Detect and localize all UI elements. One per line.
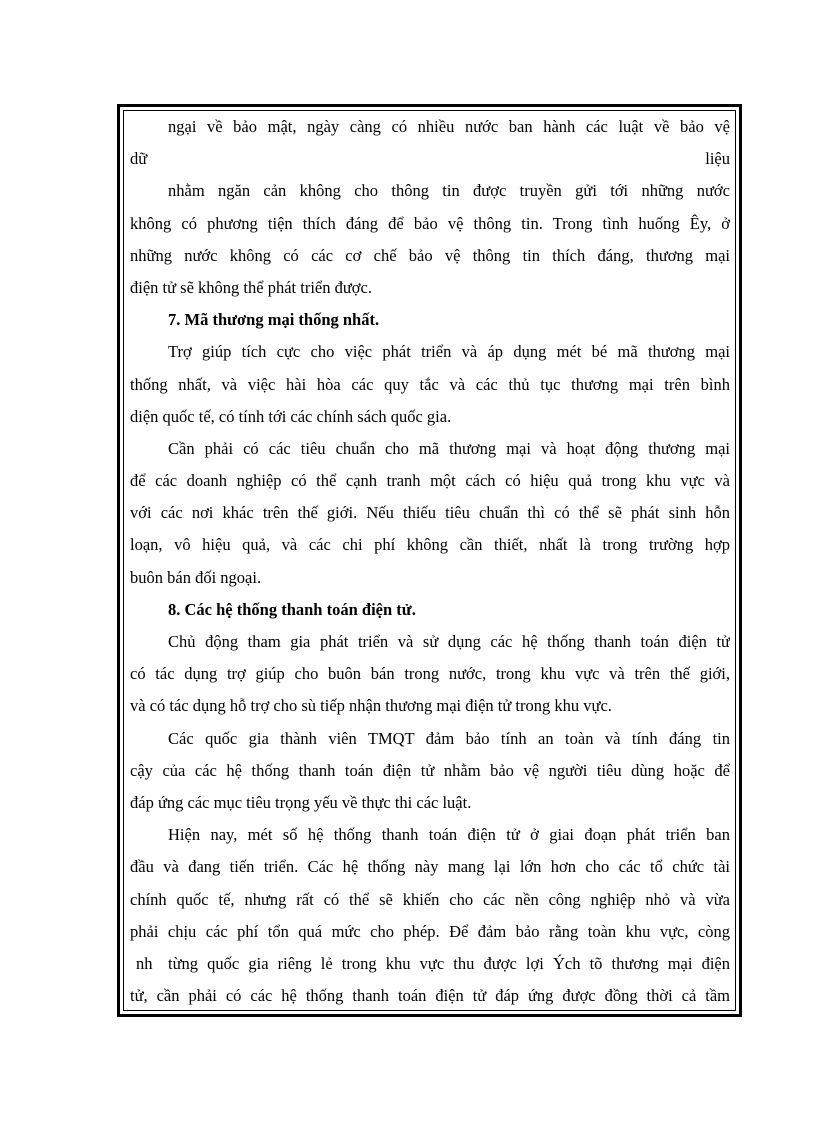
- word: liệu: [705, 149, 730, 169]
- paragraph-line: với các nơi khác trên thế giới. Nếu thiếu tiêu chuẩn thì có thể sẽ phát sinh hỗn: [130, 503, 730, 523]
- paragraph-line: diện quốc tế, có tính tới các chính sách quốc gia.: [130, 406, 452, 426]
- paragraph-line: những nước không có các cơ chế bảo vệ thông tin thích đáng, thương mại: [130, 245, 730, 265]
- paragraph-line: Trợ giúp tích cực cho việc phát triển và áp dụng mét bé mã thương mại: [168, 342, 730, 362]
- paragraph-line: loạn, vô hiệu quả, và các chi phí không cần thiết, nhất là trong trường hợp: [130, 535, 730, 555]
- section-heading: 8. Các hệ thống thanh toán điện tử.: [168, 599, 416, 619]
- paragraph-line: tử, cần phải có các hệ thống thanh toán điện tử đáp ứng được đồng thời cả tầm: [130, 986, 730, 1006]
- paragraph-line: đầu và đang tiến triển. Các hệ thống này mang lại lớn hơn cho các tổ chức tài: [130, 857, 730, 877]
- section-heading: 7. Mã thương mại thống nhất.: [168, 310, 380, 330]
- paragraph-line: ngại về bảo mật, ngày càng có nhiều nước ban hành các luật về bảo vệ: [168, 117, 730, 136]
- paragraph-line: có tác dụng trợ giúp cho buôn bán trong nước, trong khu vực và trên thế giới,: [130, 664, 730, 684]
- paragraph-line: Các quốc gia thành viên TMQT đảm bảo tính an toàn và tính đáng tin: [168, 728, 730, 748]
- paragraph-line: chính quốc tế, nhưng rất có thể sẽ khiến cho các nền công nghiệp nhỏ và vừa: [130, 889, 730, 909]
- line-text: từng quốc gia riêng lẻ trong khu vực thu được lợi Ých tõ thương mại điện: [168, 953, 730, 973]
- paragraph-line: buôn bán đối ngoại.: [130, 567, 262, 587]
- word: nh: [136, 953, 153, 973]
- paragraph-line: phải chịu các phí tổn quá mức cho phép. Để đảm bảo rằng toàn khu vực, còng: [130, 921, 730, 941]
- paragraph-line: nhằm ngăn cản không cho thông tin được truyền gửi tới những nước: [168, 181, 730, 201]
- word: dữ: [130, 149, 148, 169]
- paragraph-line: để các doanh nghiệp có thể cạnh tranh một cách có hiệu quả trong khu vực và: [130, 471, 730, 491]
- paragraph-line: Chủ động tham gia phát triển và sử dụng các hệ thống thanh toán điện tử: [168, 632, 730, 651]
- paragraph-line: thống nhất, và việc hài hòa các quy tắc và các thủ tục thương mại trên bình: [130, 374, 730, 394]
- paragraph-line: không có phương tiện thích đáng để bảo vệ thông tin. Trong tình huống Êy, ở: [130, 213, 730, 233]
- paragraph-line: và có tác dụng hỗ trợ cho sù tiếp nhận thương mại điện tử trong khu vực.: [130, 696, 612, 716]
- paragraph-line: đáp ứng các mục tiêu trọng yếu về thực thi các luật.: [130, 792, 472, 812]
- paragraph-line: Hiện nay, mét số hệ thống thanh toán điện tử ở giai đoạn phát triển ban: [168, 825, 730, 845]
- paragraph-line: [130, 143, 730, 175]
- document-body: [130, 111, 730, 1012]
- paragraph-line: cậy của các hệ thống thanh toán điện tử nhằm bảo vệ người tiêu dùng hoặc để: [130, 760, 730, 780]
- paragraph-line: điện tử sẽ không thể phát triển được.: [130, 277, 372, 297]
- paragraph-line: Cần phải có các tiêu chuẩn cho mã thương mại và hoạt động thương mại: [168, 438, 730, 458]
- paragraph-line: [130, 948, 730, 980]
